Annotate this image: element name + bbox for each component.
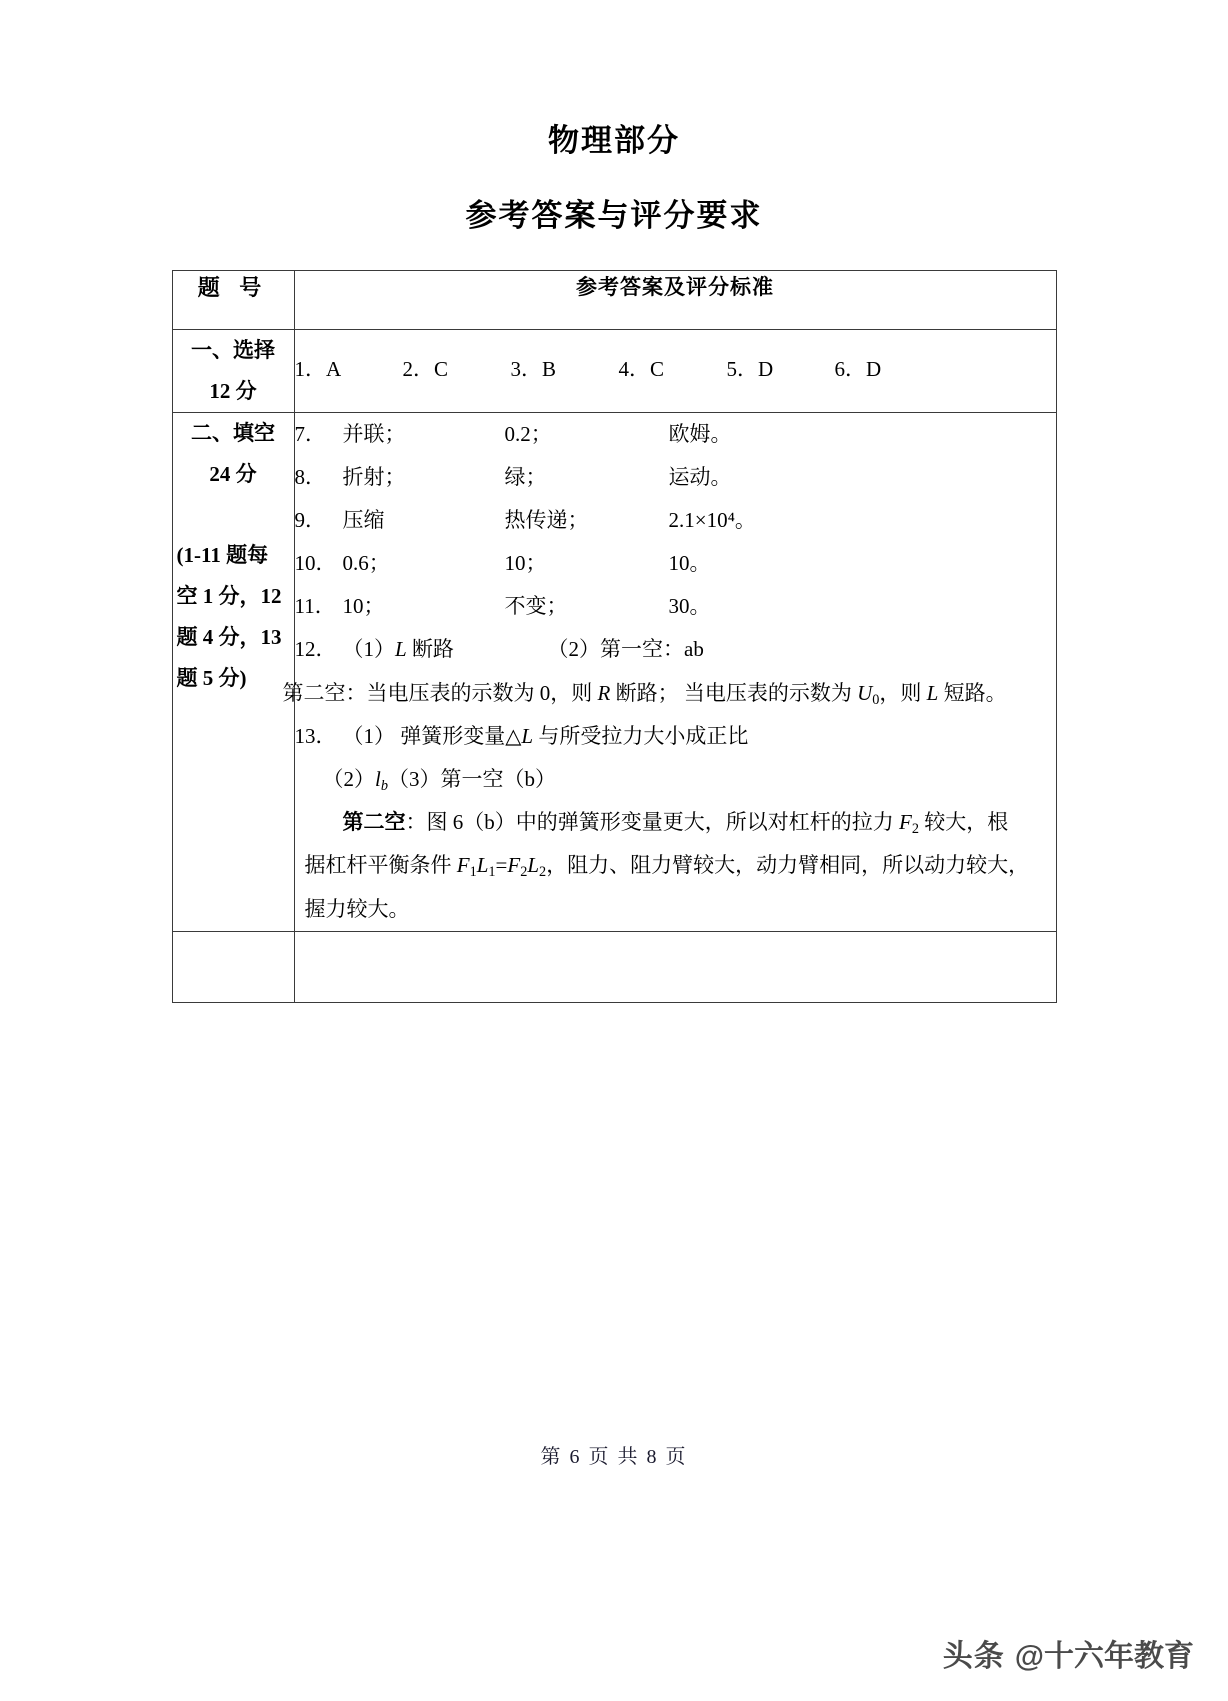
question-13-part4-first-line: 第二空：图 6（b）中的弹簧形变量更大，所以对杠杆的拉力 $F_2$ 较大，根 (342, 810, 1009, 838)
question-13-number: 13． (294, 723, 337, 748)
section-score-line: 24 分 (209, 462, 257, 487)
blank-row-col2: 不变； (504, 594, 568, 619)
question-13-part2: $(2)l_b$ (322, 766, 388, 794)
choice-answer-2: 2．C (402, 357, 449, 382)
blank-row-col3: 欧姆。 (668, 422, 732, 447)
blank-answer-row (295, 456, 1056, 499)
question-12-part2: （2）第一空：ab (547, 637, 704, 662)
section-note-line-2: 空 1 分，12 (176, 584, 282, 609)
header-answer-criteria: 参考答案及评分标准 (294, 271, 1056, 330)
page-footer: 第 6 页 共 8 页 (540, 1446, 688, 1468)
blank-row-col3: 2.1×10⁴。 (668, 508, 756, 533)
table-header-row (172, 271, 1056, 330)
blank-row-number: 10． (294, 551, 337, 576)
question-13-part4-rest: 据杠杆平衡条件 $F_1L_1=F_2L_2$，阻力、阻力臂较大，动力臂相同，所以动力较大， (304, 853, 1030, 881)
blank-row-col2: 0.2； (504, 422, 552, 447)
question-13-parts-23 (295, 758, 1056, 801)
table-row-empty (172, 931, 1056, 1002)
question-12-line (295, 628, 1056, 671)
blank-row-col3: 10。 (668, 551, 711, 576)
question-13-part1: （1） 弹簧形变量△L 与所受拉力大小成正比 (342, 723, 749, 748)
blank-row-col2: 绿； (504, 465, 547, 490)
page-title: 物理部分 (548, 123, 680, 158)
section-label-choice (172, 330, 294, 413)
section-score-line: 12 分 (209, 379, 257, 404)
choice-answer-3: 3．B (510, 357, 557, 382)
section-label-fill (172, 413, 294, 931)
blank-answer-row (295, 413, 1056, 456)
table-row-choice-section (172, 330, 1056, 413)
blank-row-col3: 30。 (668, 594, 711, 619)
choice-answer-5: 5．D (726, 357, 774, 382)
watermark-brand: 头条 (942, 1640, 1005, 1673)
question-13-line (295, 715, 1056, 758)
blank-row-col1: 折射； (342, 465, 406, 490)
section-label-line: 二、填空 (191, 421, 275, 446)
choice-answer-1: 1．A (294, 357, 342, 382)
question-13-part4-label: 第二空 (342, 810, 406, 835)
section-note-line-1: (1-11 题每 (176, 543, 269, 568)
section-note-line-3: 题 4 分，13 (176, 625, 282, 649)
blank-row-number: 11． (294, 594, 336, 619)
question-12-part3: 第二空：当电压表的示数为 0，则 R 断路； 当电压表的示数为 $U_0$，则 L 短路。 (282, 680, 1007, 708)
page-subtitle: 参考答案与评分要求 (465, 198, 763, 234)
blank-answer-row (295, 585, 1056, 628)
empty-cell-right (294, 931, 1056, 1002)
blank-row-col1: 0.6； (342, 551, 390, 576)
question-12-part1: （1）L 断路 (342, 637, 454, 662)
blank-answer-row (295, 542, 1056, 585)
watermark (943, 1631, 1194, 1675)
question-13-part4-last: 握力较大。 (304, 896, 410, 921)
choice-answers-row (295, 330, 1056, 394)
blank-row-col2: 10； (504, 551, 547, 576)
header-question-number: 题 号 (172, 271, 294, 330)
watermark-handle: @十六年教育 (1014, 1640, 1194, 1673)
choice-answer-6: 6．D (834, 357, 882, 382)
fill-answers-cell (282, 413, 1056, 931)
blank-row-col2: 热传递； (504, 508, 589, 533)
empty-cell-left (172, 931, 294, 1002)
blank-row-col1: 并联； (342, 422, 406, 447)
choice-answers-cell (294, 330, 1056, 413)
blank-row-number: 8． (294, 465, 326, 490)
blank-row-col3: 运动。 (668, 465, 732, 490)
question-13-part3: （3）第一空（b） (387, 766, 556, 791)
blank-row-number: 9． (294, 508, 326, 533)
table-row-fill-section (172, 413, 1056, 931)
answer-key-table (172, 270, 1057, 1002)
blank-row-col1: 10； (342, 594, 385, 619)
blank-row-col1: 压缩 (342, 508, 385, 533)
choice-answer-4: 4．C (618, 357, 665, 382)
section-label-line: 一、选择 (191, 338, 275, 363)
section-label-spacer (173, 495, 294, 535)
question-12-number: 12． (294, 637, 337, 662)
blank-answer-row (295, 499, 1056, 542)
section-note-line-4: 题 5 分) (176, 665, 247, 690)
blank-row-number: 7． (294, 422, 326, 447)
